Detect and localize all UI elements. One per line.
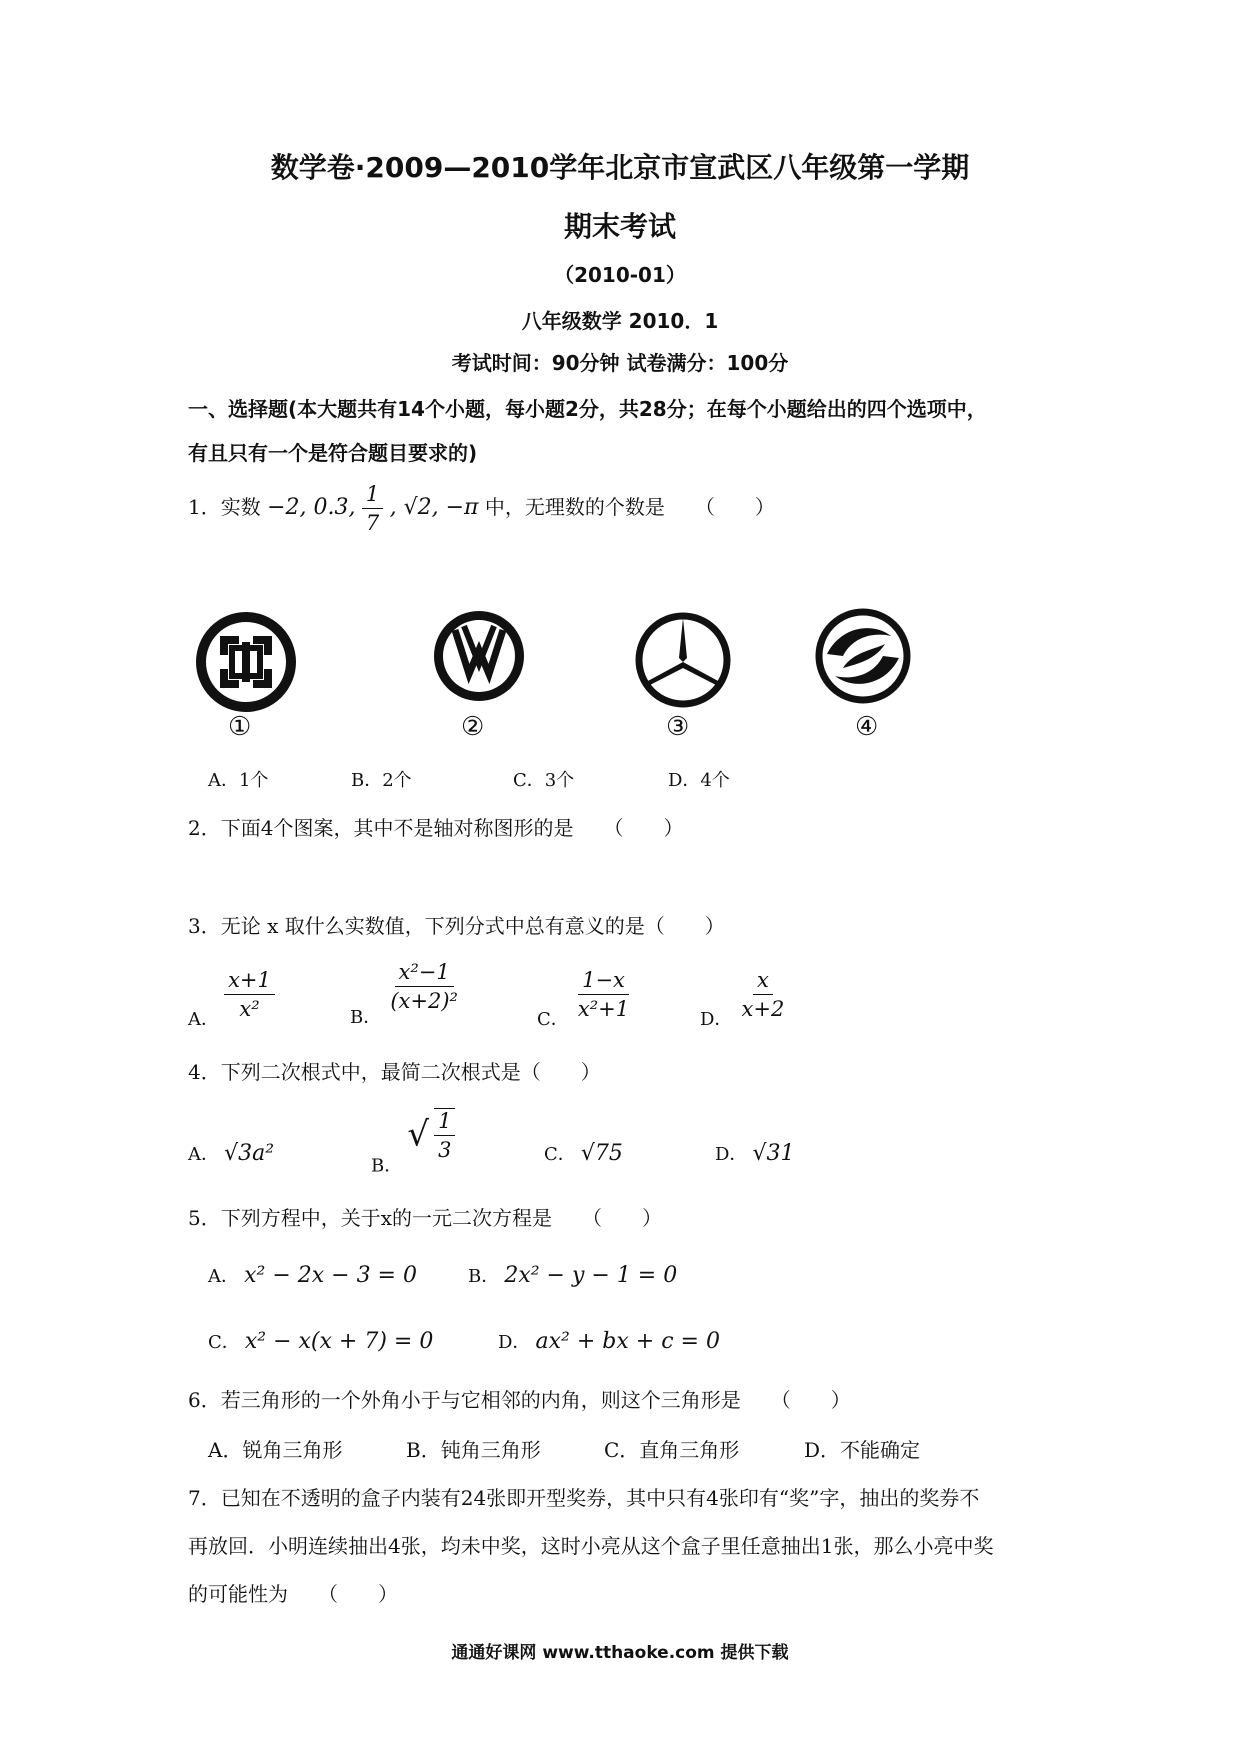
question-7-line2: 再放回．小明连续抽出4张，均未中奖，这时小亮从这个盒子里任意抽出1张，那么小亮中奖 bbox=[188, 1534, 994, 1558]
q1-fraction bbox=[362, 482, 383, 535]
section-heading-line2: 有且只有一个是符合题目要求的) bbox=[188, 441, 478, 465]
q5-option-c[interactable] bbox=[208, 1328, 433, 1354]
q1-math-after: , √2, −π bbox=[389, 495, 479, 520]
icbc-logo-icon bbox=[196, 612, 296, 712]
q5-option-b-expr: 2x² − y − 1 = 0 bbox=[504, 1263, 678, 1288]
question-5: 5．下列方程中，关于x的一元二次方程是 （ ） bbox=[188, 1206, 663, 1230]
q3-option-b-fraction bbox=[386, 960, 462, 1013]
logo-label-4: ④ bbox=[855, 712, 879, 742]
q3-b-den: (x+2)² bbox=[390, 989, 458, 1013]
q3-option-a-label: A． bbox=[188, 1009, 219, 1030]
q4-option-c-label: C． bbox=[544, 1144, 576, 1165]
q1-option-a[interactable]: A．1个 bbox=[208, 770, 269, 791]
q4-option-d-label: D． bbox=[715, 1144, 748, 1165]
q4-option-b-label: B． bbox=[371, 1155, 403, 1177]
q4-b-den: 3 bbox=[438, 1138, 452, 1162]
q3-a-den: x² bbox=[239, 997, 260, 1021]
q4-option-c[interactable] bbox=[544, 1140, 623, 1166]
q4-option-d-expr: √31 bbox=[752, 1141, 795, 1166]
question-1 bbox=[188, 482, 775, 535]
q3-d-num: x bbox=[753, 968, 773, 995]
logo-label-3: ③ bbox=[666, 712, 690, 742]
q3-c-den: x²+1 bbox=[577, 997, 630, 1021]
q1-frac-num: 1 bbox=[362, 482, 383, 509]
date-code: （2010-01） bbox=[554, 263, 686, 287]
q5-option-c-label: C． bbox=[208, 1332, 240, 1353]
q4-option-a[interactable] bbox=[188, 1140, 274, 1166]
question-7-line1: 7．已知在不透明的盒子内装有24张即开型奖券，其中只有4张印有“奖”字，抽出的奖券不 bbox=[188, 1486, 980, 1510]
q5-option-a-expr: x² − 2x − 3 = 0 bbox=[244, 1263, 417, 1288]
footer-credit: 通通好课网 www.tthaoke.com 提供下载 bbox=[451, 1643, 789, 1663]
q5-option-a[interactable] bbox=[208, 1262, 417, 1288]
section-heading-line1: 一、选择题(本大题共有14个小题，每小题2分，共28分；在每个小题给出的四个选项中， bbox=[188, 397, 987, 421]
exam-info: 考试时间：90分钟 试卷满分：100分 bbox=[451, 351, 789, 375]
q4-option-d[interactable] bbox=[715, 1140, 795, 1166]
q3-option-a-fraction bbox=[224, 968, 275, 1021]
q3-option-d[interactable] bbox=[700, 968, 788, 1031]
q5-option-a-label: A． bbox=[208, 1266, 239, 1287]
subject-line: 八年级数学 2010．1 bbox=[521, 309, 719, 333]
q4-option-b[interactable] bbox=[371, 1108, 455, 1178]
question-6: 6．若三角形的一个外角小于与它相邻的内角，则这个三角形是 （ ） bbox=[188, 1388, 851, 1412]
q6-option-b[interactable]: B．钝角三角形 bbox=[406, 1438, 541, 1462]
q1-option-b[interactable]: B．2个 bbox=[351, 770, 412, 791]
logo-label-2: ② bbox=[461, 712, 485, 742]
question-7-line3: 的可能性为 （ ） bbox=[188, 1582, 398, 1606]
q4-option-c-expr: √75 bbox=[580, 1141, 623, 1166]
q3-option-c-fraction bbox=[574, 968, 633, 1021]
mercedes-logo-icon bbox=[633, 610, 733, 710]
q3-option-d-fraction bbox=[738, 968, 789, 1021]
volkswagen-logo-icon bbox=[429, 606, 529, 706]
q5-option-c-expr: x² − x(x + 7) = 0 bbox=[244, 1329, 434, 1354]
q3-option-b-label: B． bbox=[350, 1007, 382, 1028]
q6-option-d[interactable]: D．不能确定 bbox=[804, 1438, 921, 1462]
q3-b-num: x²−1 bbox=[395, 960, 454, 987]
q5-option-b[interactable] bbox=[468, 1262, 677, 1288]
document-subtitle: 期末考试 bbox=[563, 210, 676, 243]
dongfeng-logo-icon bbox=[813, 606, 913, 706]
q4-option-a-expr: √3a² bbox=[224, 1141, 275, 1166]
q1-option-c[interactable]: C．3个 bbox=[513, 770, 575, 791]
q1-option-d[interactable]: D．4个 bbox=[668, 770, 730, 791]
q3-option-b[interactable] bbox=[350, 960, 462, 1029]
q3-c-num: 1−x bbox=[578, 968, 629, 995]
question-2: 2．下面4个图案，其中不是轴对称图形的是 （ ） bbox=[188, 816, 684, 840]
q6-option-a[interactable]: A．锐角三角形 bbox=[208, 1438, 343, 1462]
q4-option-a-label: A． bbox=[188, 1144, 219, 1165]
q1-frac-den: 7 bbox=[365, 511, 380, 535]
q5-option-b-label: B． bbox=[468, 1266, 500, 1287]
q3-a-num: x+1 bbox=[224, 968, 275, 995]
q4-option-b-fraction bbox=[434, 1108, 455, 1162]
q3-option-c-label: C． bbox=[537, 1009, 569, 1030]
q4-b-num: 1 bbox=[434, 1109, 455, 1136]
logo-label-1: ① bbox=[228, 712, 252, 742]
q6-option-c[interactable]: C．直角三角形 bbox=[604, 1438, 740, 1462]
q1-math-before: −2, 0.3, bbox=[267, 495, 356, 520]
q5-option-d[interactable] bbox=[498, 1328, 720, 1354]
document-title: 数学卷·2009—2010学年北京市宣武区八年级第一学期 bbox=[270, 151, 970, 184]
q3-d-den: x+2 bbox=[741, 997, 785, 1021]
q1-suffix: 中，无理数的个数是 （ ） bbox=[484, 495, 775, 519]
radical-sign-icon: √ bbox=[407, 1114, 429, 1155]
q5-option-d-expr: ax² + bx + c = 0 bbox=[535, 1329, 720, 1354]
q1-prefix: 1．实数 bbox=[188, 495, 261, 519]
question-4: 4．下列二次根式中，最简二次根式是（ ） bbox=[188, 1060, 601, 1084]
question-3: 3．无论 x 取什么实数值，下列分式中总有意义的是（ ） bbox=[188, 914, 725, 938]
q3-option-d-label: D． bbox=[700, 1009, 733, 1030]
q3-option-c[interactable] bbox=[537, 968, 633, 1031]
q5-option-d-label: D． bbox=[498, 1332, 531, 1353]
q3-option-a[interactable] bbox=[188, 968, 275, 1031]
